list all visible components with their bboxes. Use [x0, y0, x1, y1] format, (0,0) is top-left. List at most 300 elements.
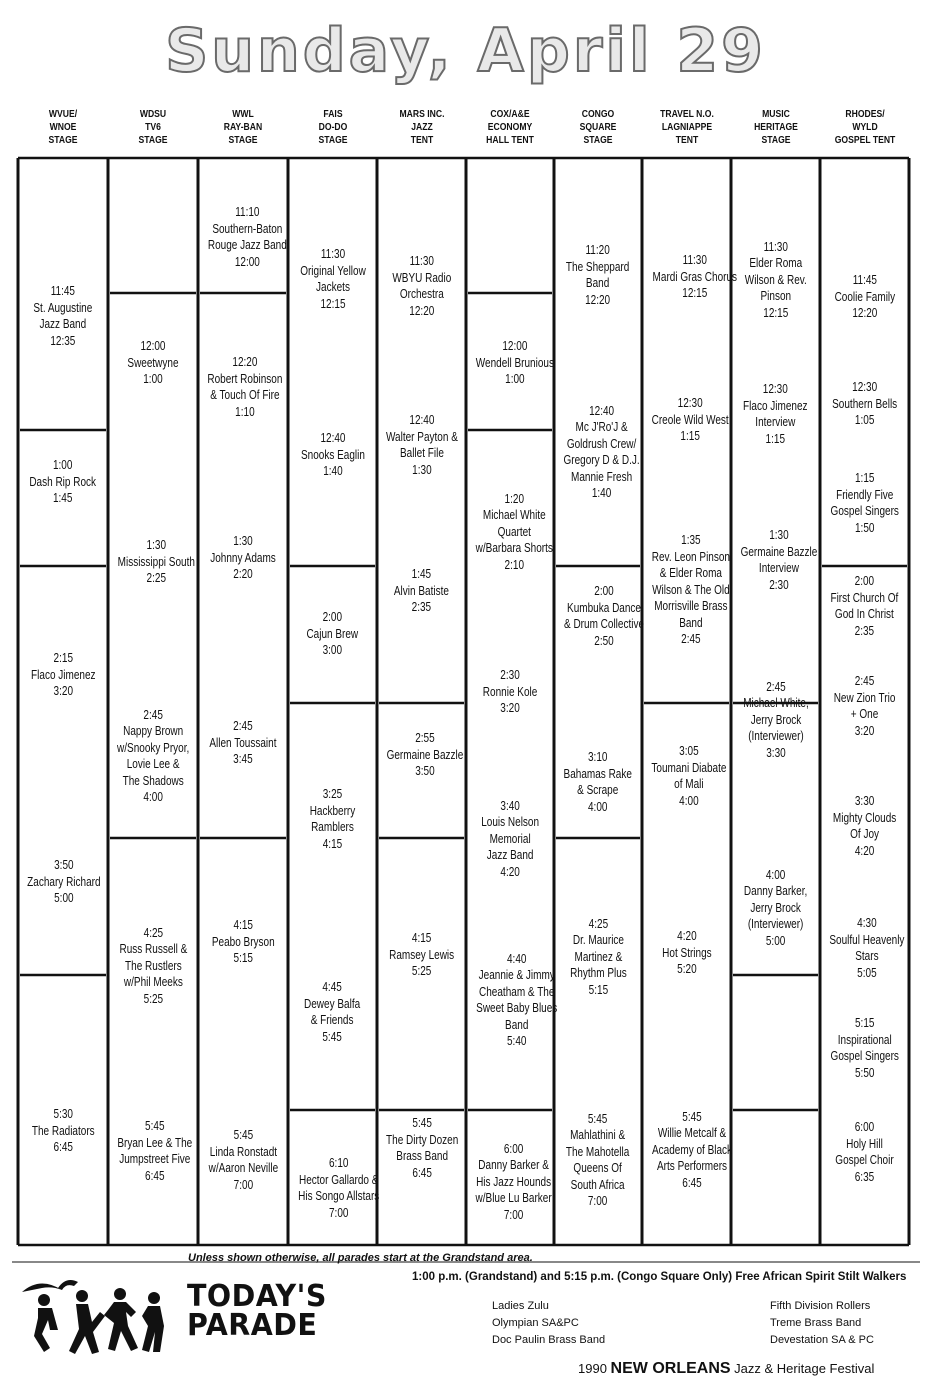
schedule-slot — [554, 403, 642, 502]
slot-time: 2:45 — [765, 679, 786, 694]
list-item: Devestation SA & PC — [770, 1334, 874, 1346]
slot-time: 11:45 — [50, 284, 76, 298]
slot-time: 12:20 — [408, 303, 434, 318]
slot-performer: & Elder Roma — [659, 566, 722, 581]
schedule-slot — [554, 749, 642, 815]
slot-performer: South Africa — [571, 1177, 625, 1192]
stage-header — [557, 108, 639, 147]
schedule-slot — [108, 537, 198, 587]
slot-time: 3:40 — [500, 798, 520, 813]
slot-performer: Pinson — [760, 289, 791, 304]
list-item: Treme Brass Band — [770, 1317, 862, 1329]
slot-performer: + One — [850, 707, 879, 721]
slot-performer: Interview — [758, 561, 799, 575]
stage-header-line: STAGE — [583, 134, 613, 146]
slot-performer: WBYU Radio — [392, 270, 451, 285]
slot-performer: Hot Strings — [661, 945, 712, 960]
slot-performer: Cajun Brew — [306, 626, 359, 641]
slot-performer: Bahamas Rake — [563, 766, 633, 781]
slot-time: 12:00 — [234, 254, 260, 269]
slot-time: 5:45 — [233, 1128, 253, 1142]
slot-performer: First Church Of — [830, 590, 899, 605]
slot-time: 5:45 — [588, 1111, 608, 1126]
slot-time: 4:20 — [500, 864, 520, 879]
slot-performer: Band — [505, 1017, 529, 1032]
slot-time: 1:00 — [143, 372, 163, 387]
slot-time: 4:15 — [322, 836, 343, 851]
slot-time: 1:30 — [233, 534, 253, 549]
slot-performer: Dash Rip Rock — [29, 474, 97, 489]
schedule-slot — [198, 204, 288, 270]
slot-performer: w/Barbara Shorts — [475, 541, 553, 556]
schedule-slot — [288, 246, 377, 312]
slot-performer: The Rustlers — [124, 958, 182, 973]
stage-header-line: TV6 — [145, 121, 161, 133]
stage-header-line: HALL TENT — [486, 134, 534, 146]
slot-performer: Mardi Gras Chorus — [652, 269, 738, 284]
parade-title — [187, 1279, 327, 1343]
slot-time: 2:15 — [53, 651, 73, 666]
slot-performer: Sweet Baby Blues — [476, 1001, 558, 1015]
schedule-slot — [466, 798, 554, 881]
schedule-slot — [108, 707, 198, 806]
schedule-slot — [820, 573, 909, 639]
slot-time: 11:30 — [763, 239, 788, 254]
slot-time: 3:50 — [54, 858, 74, 873]
schedule-slot — [554, 583, 645, 649]
list-item: Doc Paulin Brass Band — [492, 1334, 606, 1346]
slot-performer: Ramblers — [311, 820, 354, 834]
slot-performer: Inspirational — [837, 1032, 892, 1047]
stage-header-line: ECONOMY — [487, 121, 533, 133]
slot-time: 5:15 — [233, 951, 253, 966]
schedule-slot — [288, 1155, 380, 1221]
schedule-slot — [820, 470, 909, 536]
slot-time: 6:45 — [53, 1140, 73, 1155]
slot-time: 6:00 — [503, 1141, 524, 1156]
stage-header — [112, 108, 194, 147]
slot-time: 5:30 — [53, 1107, 73, 1122]
schedule-slot — [731, 239, 820, 322]
slot-performer: w/Blue Lu Barker — [475, 1191, 552, 1206]
slot-performer: Academy of Black — [652, 1142, 733, 1157]
slot-time: 2:10 — [504, 557, 525, 572]
slot-time: 2:00 — [854, 574, 875, 588]
slot-time: 6:45 — [412, 1165, 432, 1180]
parade-times: 1:00 p.m. (Grandstand) and 5:15 p.m. (Congo Square Only) Free African Spirit Stilt Walkers — [412, 1271, 907, 1283]
slot-time: 5:15 — [588, 982, 608, 997]
slot-time: 12:40 — [409, 413, 435, 427]
slot-time: 4:40 — [506, 951, 527, 966]
parade-title-line: PARADE — [187, 1308, 318, 1343]
schedule-slot — [288, 979, 377, 1045]
slot-time: 3:20 — [854, 723, 875, 738]
schedule-slot — [466, 491, 554, 574]
slot-performer: Ronnie Kole — [482, 684, 538, 699]
slot-performer: & Drum Collective — [564, 617, 645, 631]
second-line-dancers-icon — [14, 1270, 179, 1355]
slot-performer: Band — [679, 615, 703, 630]
list-item: Ladies Zulu — [492, 1300, 549, 1312]
slot-performer: Wilson & The Old — [652, 582, 730, 597]
slot-time: 1:20 — [504, 491, 525, 506]
slot-time: 11:30 — [320, 247, 345, 261]
schedule-slot — [466, 667, 554, 717]
slot-performer: The Dirty Dozen — [386, 1132, 459, 1147]
slot-time: 5:45 — [682, 1109, 702, 1124]
slot-time: 12:30 — [851, 380, 878, 395]
slot-performer: Walter Payton & — [385, 429, 458, 444]
slot-performer: Nappy Brown — [123, 724, 184, 738]
slot-performer: Jazz Band — [486, 848, 534, 863]
slot-performer: New Zion Trio — [833, 690, 896, 705]
festival-footer — [578, 1360, 874, 1378]
slot-performer: & Touch Of Fire — [210, 388, 280, 402]
slot-performer: Mannie Fresh — [571, 469, 633, 484]
slot-performer: Jackets — [315, 280, 350, 294]
list-item: Olympian SA&PC — [492, 1317, 579, 1329]
slot-time: 2:35 — [854, 623, 875, 638]
schedule-slot — [198, 917, 288, 967]
schedule-slot — [642, 928, 731, 978]
stage-header-line: DO-DO — [318, 121, 347, 133]
slot-performer: Jerry Brock — [750, 900, 801, 915]
slot-performer: Arts Performers — [657, 1159, 728, 1174]
stage-header-line: FAIS — [322, 108, 343, 120]
slot-time: 1:45 — [53, 491, 73, 506]
slot-time: 1:15 — [765, 431, 786, 446]
slot-time: 5:05 — [857, 965, 877, 980]
stage-header-line: SQUARE — [579, 121, 617, 133]
slot-performer: Flaco Jimenez — [743, 398, 808, 413]
slot-performer: Creole Wild West — [651, 412, 729, 427]
slot-performer: Willie Metcalf & — [657, 1126, 727, 1141]
schedule-slot — [198, 718, 288, 768]
stage-header — [469, 108, 551, 147]
slot-time: 5:45 — [322, 1029, 343, 1044]
schedule-slot — [642, 252, 738, 302]
slot-time: 12:35 — [50, 333, 76, 348]
stage-header-line: GOSPEL TENT — [834, 134, 895, 146]
slot-time: 4:25 — [588, 916, 608, 931]
slot-performer: w/Phil Meeks — [123, 975, 183, 990]
slot-time: 1:45 — [411, 567, 432, 582]
slot-performer: Allen Toussaint — [209, 735, 277, 750]
slot-performer: Michael White — [482, 508, 546, 523]
slot-performer: Wendell Brunious — [475, 355, 554, 370]
slot-time: 4:25 — [143, 925, 163, 940]
slot-performer: Coolie Family — [834, 289, 895, 304]
schedule-slot — [377, 566, 466, 616]
slot-performer: Dewey Balfa — [304, 996, 361, 1011]
stage-header-line: STAGE — [228, 134, 258, 146]
slot-performer: & Friends — [311, 1013, 354, 1027]
slot-performer: Mc J'Ro'J & — [575, 420, 628, 434]
slot-time: 7:00 — [233, 1177, 253, 1192]
stage-header-line: TRAVEL N.O. — [659, 108, 714, 120]
stage-header — [381, 108, 463, 147]
slot-time: 12:20 — [851, 306, 878, 321]
schedule-slot — [18, 1106, 108, 1156]
slot-performer: Martinez & — [574, 949, 622, 964]
slot-performer: Morrisville Brass — [654, 599, 728, 614]
slot-time: 2:45 — [681, 632, 701, 647]
slot-time: 1:05 — [854, 413, 875, 428]
slot-performer: Snooks Eaglin — [300, 447, 365, 462]
slot-time: 2:45 — [143, 707, 163, 722]
slot-performer: Toumani Diabate — [651, 760, 727, 775]
slot-time: 2:45 — [233, 719, 253, 734]
slot-time: 6:45 — [145, 1168, 165, 1183]
slot-performer: Germaine Bazzle — [740, 544, 818, 559]
stage-header-line: TENT — [410, 134, 433, 146]
slot-performer: Johnny Adams — [210, 550, 276, 565]
slot-performer: Original Yellow — [299, 263, 366, 278]
parade-list-right — [770, 1298, 874, 1349]
schedule-slot — [18, 283, 108, 349]
slot-time: 1:40 — [591, 486, 612, 500]
slot-performer: Brass Band — [396, 1149, 449, 1163]
slot-time: 11:30 — [682, 253, 707, 268]
schedule-slot — [18, 650, 108, 700]
slot-time: 11:20 — [585, 243, 611, 257]
slot-performer: Flaco Jimenez — [30, 667, 96, 682]
schedule-slot — [820, 673, 909, 739]
schedule-slot — [198, 354, 288, 420]
slot-time: 12:30 — [677, 396, 703, 411]
slot-performer: St. Augustine — [33, 300, 93, 315]
list-item: Fifth Division Rollers — [770, 1300, 871, 1312]
slot-time: 5:40 — [506, 1034, 527, 1048]
footer-brand: NEW ORLEANS — [610, 1360, 731, 1377]
slot-performer: Dr. Maurice — [572, 933, 624, 948]
slot-performer: Alvin Batiste — [393, 583, 450, 598]
slot-performer: Peabo Bryson — [211, 934, 275, 949]
slot-time: 6:45 — [682, 1175, 702, 1190]
slot-performer: Gospel Singers — [830, 1049, 899, 1063]
slot-time: 2:20 — [233, 567, 253, 582]
schedule-slot — [820, 915, 909, 981]
stage-header — [202, 108, 284, 147]
stage-header-line: WVUE/ — [48, 108, 78, 120]
slot-performer: Jerry Brock — [750, 712, 801, 727]
slot-time: 2:45 — [854, 674, 875, 688]
slot-time: 5:00 — [765, 933, 786, 948]
schedule-slot — [198, 1127, 288, 1193]
slot-time: 4:15 — [233, 918, 253, 933]
slot-performer: Orchestra — [399, 287, 444, 301]
slot-time: 12:40 — [589, 403, 615, 418]
schedule-slot — [820, 272, 909, 322]
slot-time: 3:20 — [53, 684, 73, 699]
slot-time: 5:25 — [143, 991, 163, 1006]
slot-performer: Zachary Richard — [27, 874, 101, 889]
slot-performer: Quartet — [497, 524, 531, 539]
slot-time: 5:15 — [854, 1016, 875, 1030]
slot-time: 3:50 — [415, 764, 435, 779]
slot-performer: Danny Barker & — [478, 1158, 549, 1173]
slot-time: 7:00 — [588, 1194, 608, 1208]
stage-header-line: TENT — [675, 134, 698, 146]
slot-time: 6:00 — [854, 1120, 875, 1134]
slot-time: 3:05 — [679, 744, 699, 758]
stage-header-line: STAGE — [317, 134, 348, 146]
slot-performer: Gospel Singers — [830, 504, 899, 518]
slot-performer: His Jazz Hounds — [476, 1174, 552, 1189]
slot-time: 12:40 — [319, 431, 345, 446]
schedule-slot — [731, 679, 820, 762]
slot-time: 1:30 — [412, 462, 432, 477]
slot-time: 12:20 — [585, 292, 611, 307]
slot-time: 11:45 — [852, 273, 877, 288]
stage-header-line: MARS INC. — [399, 108, 444, 120]
slot-performer: w/Snooky Pryor, — [117, 740, 190, 755]
schedule-slot — [377, 930, 466, 980]
slot-performer: Jeannie & Jimmy — [478, 968, 555, 982]
slot-time: 7:00 — [503, 1207, 524, 1222]
slot-time: 1:00 — [505, 372, 525, 387]
slot-time: 2:00 — [322, 610, 343, 625]
slot-time: 2:25 — [146, 571, 167, 586]
slot-performer: Germaine Bazzle — [386, 747, 464, 762]
parade-note: Unless shown otherwise, all parades start at the Grandstand area. — [188, 1252, 533, 1264]
slot-performer: Band — [586, 276, 610, 290]
schedule-slot — [466, 338, 554, 388]
stage-header-line: WWL — [232, 108, 254, 120]
slot-time: 1:35 — [681, 533, 701, 548]
slot-time: 2:55 — [415, 731, 435, 746]
slot-time: 1:10 — [235, 404, 255, 419]
slot-time: 5:45 — [145, 1119, 165, 1133]
slot-performer: Friendly Five — [835, 487, 894, 502]
slot-time: 4:20 — [854, 843, 875, 858]
slot-performer: Hector Gallardo & — [298, 1172, 379, 1187]
stage-header-line: CONGO — [581, 108, 615, 120]
slot-performer: Southern-Baton — [212, 221, 283, 236]
slot-time: 4:00 — [765, 867, 786, 882]
stage-header-line: STAGE — [138, 134, 168, 146]
stage-header-line: WDSU — [139, 108, 167, 120]
slot-time: 4:30 — [857, 916, 877, 930]
slot-time: 3:20 — [500, 701, 520, 716]
schedule-slot — [554, 242, 642, 308]
slot-time: 12:00 — [140, 339, 166, 354]
slot-performer: & Scrape — [577, 783, 619, 797]
slot-performer: Cheatham & The — [479, 984, 555, 999]
slot-time: 1:30 — [769, 528, 789, 542]
schedule-slot — [108, 1118, 198, 1184]
slot-performer: Jazz Band — [39, 317, 87, 331]
slot-time: 1:00 — [53, 458, 73, 473]
slot-time: 12:15 — [319, 296, 346, 311]
slot-time: 12:15 — [682, 286, 708, 301]
slot-time: 3:00 — [322, 643, 343, 658]
slot-time: 3:45 — [233, 752, 253, 767]
schedule-slot — [642, 743, 731, 809]
slot-time: 1:15 — [854, 471, 875, 485]
slot-performer: Bryan Lee & The — [117, 1135, 193, 1150]
schedule-slot — [108, 338, 198, 388]
stage-header-line: WYLD — [851, 121, 878, 133]
slot-time: 12:00 — [502, 339, 528, 354]
slot-time: 4:15 — [411, 931, 432, 946]
slot-time: 7:00 — [328, 1205, 349, 1220]
slot-performer: Linda Ronstadt — [209, 1144, 277, 1159]
schedule-slot — [288, 786, 377, 852]
schedule-slot — [554, 916, 642, 999]
slot-time: 4:20 — [676, 929, 697, 944]
slot-performer: The Radiators — [31, 1123, 95, 1138]
slot-performer: Wilson & Rev. — [744, 272, 807, 287]
slot-performer: The Sheppard — [566, 259, 630, 274]
slot-performer: (Interviewer) — [747, 917, 804, 932]
slot-performer: Rev. Leon Pinson — [651, 549, 730, 564]
slot-performer: Rouge Jazz Band — [207, 238, 287, 252]
slot-time: 3:30 — [854, 794, 875, 808]
slot-time: 6:35 — [854, 1169, 875, 1184]
slot-performer: Mighty Clouds — [832, 810, 897, 825]
slot-time: 2:35 — [411, 600, 432, 615]
slot-performer: Mississippi South — [117, 554, 195, 569]
slot-performer: His Songo Allstars — [298, 1189, 380, 1203]
slot-time: 12:30 — [762, 382, 789, 396]
slot-performer: Queens Of — [573, 1161, 623, 1175]
schedule-slot — [18, 457, 108, 507]
slot-performer: Rhythm Plus — [569, 966, 627, 981]
slot-time: 2:50 — [594, 633, 614, 648]
stage-header — [292, 108, 374, 147]
stage-header-line: WNOE — [49, 121, 77, 133]
stage-header — [824, 108, 906, 147]
slot-performer: Michael White, — [742, 696, 809, 711]
slot-performer: Southern Bells — [831, 396, 898, 411]
slot-performer: Soulful Heavenly — [829, 932, 905, 947]
schedule-slot — [377, 730, 466, 780]
stage-header-line: LAGNIAPPE — [661, 121, 712, 133]
schedule-slot — [642, 532, 731, 648]
slot-performer: Hackberry — [309, 803, 356, 818]
schedule-slot — [820, 793, 909, 859]
slot-performer: Goldrush Crew/ — [566, 436, 637, 451]
slot-time: 1:50 — [854, 520, 875, 535]
slot-time: 4:00 — [588, 799, 608, 814]
slot-time: 2:30 — [500, 668, 520, 683]
slot-time: 5:20 — [676, 962, 697, 977]
slot-time: 6:10 — [328, 1156, 349, 1170]
stage-header-line: MUSIC — [761, 108, 790, 120]
schedule-slot — [288, 609, 377, 659]
slot-performer: of Mali — [674, 777, 704, 791]
schedule-slot — [820, 379, 909, 429]
stage-header-line: STAGE — [760, 134, 791, 146]
slot-time: 4:45 — [322, 980, 343, 994]
footer-rest: Jazz & Heritage Festival — [734, 1361, 875, 1376]
schedule-slot — [642, 1109, 731, 1192]
slot-performer: Interview — [755, 415, 796, 429]
slot-time: 12:20 — [232, 355, 258, 369]
slot-time: 11:10 — [235, 205, 260, 219]
slot-time: 1:30 — [146, 538, 167, 553]
stage-header-line: COX/A&E — [490, 108, 530, 120]
slot-performer: (Interviewer) — [747, 729, 804, 744]
slot-time: 3:25 — [322, 787, 343, 801]
slot-performer: Memorial — [489, 831, 531, 846]
schedule-slot — [642, 395, 731, 445]
slot-performer: Stars — [855, 949, 879, 963]
schedule-slot — [731, 527, 820, 593]
slot-time: 4:00 — [679, 793, 699, 808]
slot-performer: Sweetwyne — [127, 355, 179, 370]
